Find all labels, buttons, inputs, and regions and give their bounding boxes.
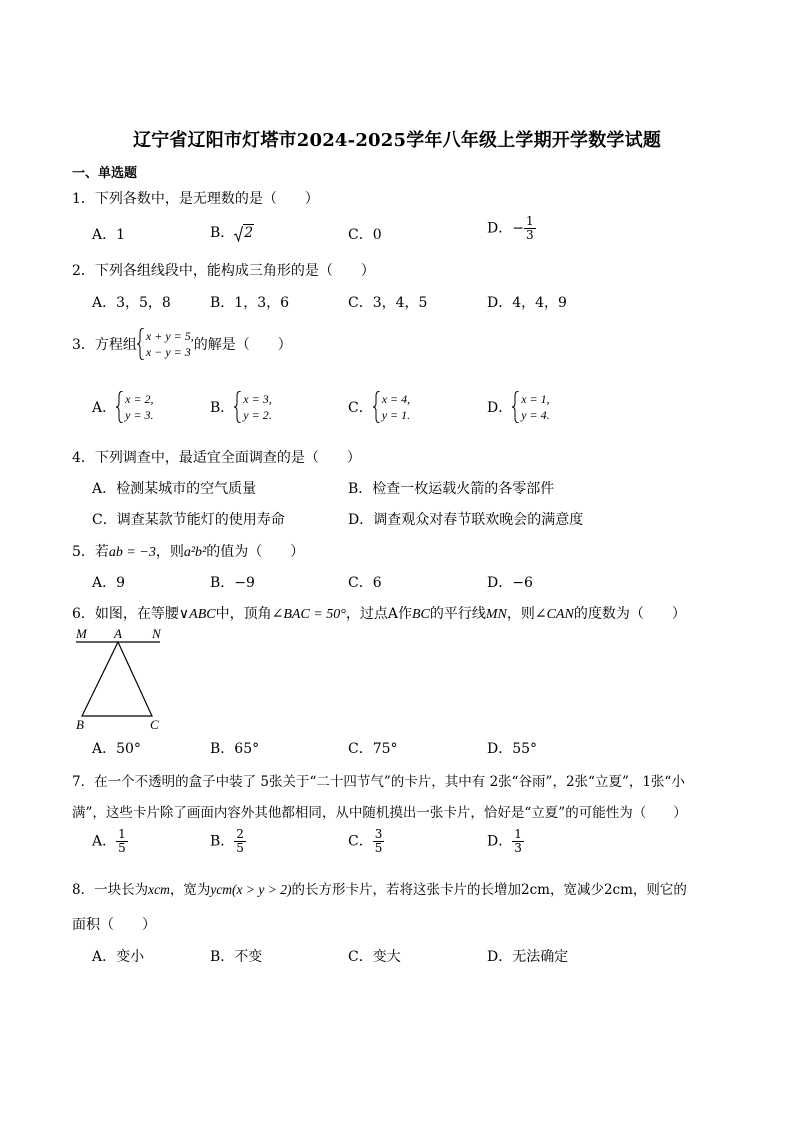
q3-option-b-label: B． bbox=[210, 400, 235, 416]
q7-option-d-fraction bbox=[512, 828, 524, 855]
q1-option-d bbox=[487, 215, 536, 242]
triangle-figure bbox=[72, 625, 172, 735]
question-1-stem: 1．下列各数中，是无理数的是（ ） bbox=[72, 191, 319, 207]
q4-option-b: B．检查一枚运载火箭的各零部件 bbox=[348, 481, 555, 497]
q6-stem-part1: 6．如图，在等腰 bbox=[72, 606, 179, 622]
q5-stem-suffix: 的值为（ ） bbox=[206, 544, 305, 560]
q8-length: xcm bbox=[148, 882, 170, 897]
q8-option-c: C．变大 bbox=[348, 949, 401, 965]
q3-option-c-row2: y = 1. bbox=[381, 408, 411, 422]
q3-option-b-system bbox=[234, 391, 271, 423]
q3-option-d-row2: y = 4. bbox=[521, 408, 550, 422]
q6-stem-part5: ，则 bbox=[506, 606, 535, 622]
q8-option-b: B．不变 bbox=[210, 949, 263, 965]
q3-option-b-row1: x = 3, bbox=[243, 392, 272, 406]
q6-angle-can: ∠CAN bbox=[534, 607, 574, 622]
q2-option-c: C．3，4，5 bbox=[348, 295, 428, 311]
q6-option-d: D．55° bbox=[487, 741, 538, 757]
q7-option-b bbox=[210, 828, 246, 855]
q8-increase: 2cm bbox=[521, 882, 550, 898]
q7-option-a bbox=[92, 828, 128, 855]
q6-angle: ∠BAC = 50° bbox=[271, 607, 346, 622]
q1-option-b-label: B． bbox=[210, 225, 235, 241]
q5-option-b: B．−9 bbox=[210, 575, 255, 591]
section-heading: 一、单选题 bbox=[72, 166, 138, 181]
q3-option-a-label: A． bbox=[92, 400, 117, 416]
q3-stem-suffix: 的解是（ ） bbox=[193, 337, 292, 353]
brace-icon bbox=[512, 391, 520, 423]
label-b: B bbox=[76, 717, 84, 732]
q6-line-mn: MN bbox=[485, 607, 507, 622]
question-4-stem: 4．下列调查中，最适宜全面调查的是（ ） bbox=[72, 450, 361, 466]
q8-part-b: ，宽为 bbox=[169, 882, 211, 898]
q7-option-b-label: B． bbox=[210, 833, 235, 850]
q8-option-d: D．无法确定 bbox=[487, 949, 569, 965]
q1-option-c: C．0 bbox=[348, 227, 382, 243]
q7-option-a-label: A． bbox=[92, 833, 117, 850]
q5-condition: ab = −3 bbox=[108, 545, 156, 560]
q6-stem-part6: 的度数为（ ） bbox=[573, 606, 686, 622]
label-n: N bbox=[152, 626, 161, 641]
q3-option-a-row2: y = 3. bbox=[125, 408, 154, 422]
q6-segment-bc: BC bbox=[411, 607, 430, 622]
q7-option-c-fraction bbox=[373, 828, 385, 855]
q6-stem-part3: ，过点A作 bbox=[345, 606, 412, 622]
q3-option-c-row1: x = 4, bbox=[381, 392, 411, 406]
q3-system bbox=[137, 328, 194, 360]
q4-option-c: C．调查某款节能灯的使用寿命 bbox=[92, 512, 285, 528]
q8-part-d: ，宽减少 bbox=[549, 882, 604, 898]
q3-option-b bbox=[210, 391, 272, 423]
q4-option-d: D．调查观众对春节联欢晚会的满意度 bbox=[348, 512, 584, 528]
q3-system-row1: x + y = 5, bbox=[145, 329, 194, 343]
q7-option-a-fraction bbox=[116, 828, 128, 855]
q4-option-a: A．检测某城市的空气质量 bbox=[92, 481, 257, 497]
q6-triangle: ∨ABC bbox=[178, 607, 216, 622]
q2-option-b: B．1，3，6 bbox=[210, 295, 290, 311]
q7-c-num: 3 bbox=[374, 827, 383, 841]
q5-option-c: C．6 bbox=[348, 575, 382, 591]
q1-option-b bbox=[210, 222, 254, 242]
q3-option-c-system bbox=[373, 391, 410, 423]
q1-fraction-den: 3 bbox=[525, 228, 534, 242]
q7-option-c-label: C． bbox=[348, 833, 373, 850]
label-m: M bbox=[76, 626, 87, 641]
triangle-abc bbox=[82, 642, 152, 716]
question-8-line2: 面积（ ） bbox=[72, 917, 156, 933]
question-6-stem bbox=[72, 603, 686, 623]
brace-icon bbox=[373, 391, 381, 423]
q2-option-d: D．4，4，9 bbox=[487, 295, 567, 311]
q6-option-c: C．75° bbox=[348, 741, 398, 757]
q3-option-d-label: D． bbox=[487, 400, 513, 416]
q8-option-a: A．变小 bbox=[92, 949, 145, 965]
q8-part-e: ，则它的 bbox=[632, 882, 687, 898]
q7-option-d-label: D． bbox=[487, 833, 513, 850]
q8-decrease: 2cm bbox=[603, 882, 633, 898]
brace-icon bbox=[137, 328, 145, 360]
q1-option-d-label: D． bbox=[487, 220, 513, 237]
q3-option-b-row2: y = 2. bbox=[243, 408, 272, 422]
q3-option-a-row1: x = 2, bbox=[125, 392, 154, 406]
q6-option-a: A．50° bbox=[92, 741, 141, 757]
question-7-line2: 满”，这些卡片除了画面内容外其他都相同，从中随机摸出一张卡片，恰好是“立夏”的可能性为（ ） bbox=[72, 805, 687, 821]
q1-fraction bbox=[524, 215, 536, 242]
q5-expression: a²b² bbox=[183, 545, 207, 560]
q3-option-c-label: C． bbox=[348, 400, 373, 416]
q7-b-num: 2 bbox=[236, 827, 244, 841]
q3-option-d-row1: x = 1, bbox=[521, 392, 550, 406]
q7-b-den: 5 bbox=[236, 841, 244, 855]
q8-width: ycm(x > y > 2) bbox=[210, 882, 292, 897]
q6-option-b: B．65° bbox=[210, 741, 260, 757]
brace-icon bbox=[116, 391, 124, 423]
q8-part-a: 8．一块长为 bbox=[72, 882, 149, 898]
q1-fraction-num: 1 bbox=[525, 214, 534, 228]
q7-option-b-fraction bbox=[234, 828, 246, 855]
brace-icon bbox=[234, 391, 242, 423]
sqrt-symbol bbox=[234, 225, 254, 241]
q5-stem-mid: ，则 bbox=[155, 544, 184, 560]
q3-option-a bbox=[92, 391, 154, 423]
q3-option-a-system bbox=[116, 391, 153, 423]
question-7-line1: 7．在一个不透明的盒子中装了 5张关于“二十四节气”的卡片，其中有 2张“谷雨”，2张“立夏”，1张“小 bbox=[72, 774, 685, 790]
q3-option-c bbox=[348, 391, 410, 423]
q7-a-den: 5 bbox=[118, 841, 126, 855]
q7-c-den: 5 bbox=[374, 841, 383, 855]
q5-stem-prefix: 5．若 bbox=[72, 544, 109, 560]
q3-option-d-system bbox=[512, 391, 549, 423]
q7-a-num: 1 bbox=[118, 827, 126, 841]
q3-option-d bbox=[487, 391, 550, 423]
page-title: 辽宁省辽阳市灯塔市2024-2025学年八年级上学期开学数学试题 bbox=[132, 130, 662, 151]
q6-stem-part2: 中，顶角 bbox=[215, 606, 272, 622]
question-2-stem: 2．下列各组线段中，能构成三角形的是（ ） bbox=[72, 263, 375, 279]
question-5-stem bbox=[72, 541, 304, 561]
q8-part-c: 的长方形卡片，若将这张卡片的长增加 bbox=[291, 882, 522, 898]
q7-option-d bbox=[487, 828, 524, 855]
q6-stem-part4: 的平行线 bbox=[429, 606, 486, 622]
label-c: C bbox=[150, 717, 159, 732]
q1-option-a: A．1 bbox=[92, 227, 126, 243]
q1-option-d-sign: − bbox=[512, 220, 524, 237]
label-a: A bbox=[114, 626, 122, 641]
q5-option-a: A．9 bbox=[92, 575, 126, 591]
q7-d-den: 3 bbox=[514, 841, 522, 855]
q7-d-num: 1 bbox=[514, 827, 522, 841]
q3-stem-prefix: 3．方程组 bbox=[72, 337, 137, 353]
q7-option-c bbox=[348, 828, 384, 855]
q5-option-d: D．−6 bbox=[487, 575, 533, 591]
q1-radicand: 2 bbox=[244, 225, 254, 241]
question-8-line1 bbox=[72, 878, 687, 898]
q2-option-a: A．3，5，8 bbox=[92, 295, 171, 311]
q3-system-row2: x − y = 3 bbox=[145, 345, 191, 359]
question-3-stem bbox=[72, 328, 292, 360]
